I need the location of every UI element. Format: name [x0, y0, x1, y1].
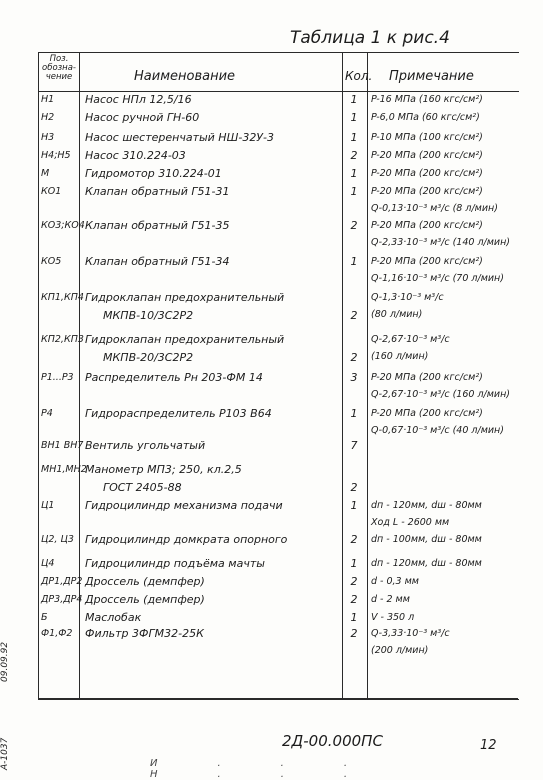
row-note: d - 2 мм	[371, 594, 410, 605]
row-name: Маслобак	[85, 611, 142, 624]
row-name: Гидроцилиндр механизма подачи	[85, 499, 283, 512]
row-note: P-20 МПа (200 кгс/см²)	[371, 220, 483, 231]
row-qty: 2	[350, 627, 358, 640]
row-pos: Н4;Н5	[41, 150, 71, 161]
table-title: Таблица 1 к рис.4	[290, 28, 450, 48]
row-name: Вентиль угольчатый	[85, 439, 206, 452]
row-qty: 7	[350, 439, 358, 452]
row-pos: ВН1 ВН7	[41, 440, 84, 451]
row-qty: 1	[350, 167, 358, 180]
row-qty: 2	[350, 533, 358, 546]
row-qty: 2	[350, 219, 358, 232]
row-note: Q-2,67·10⁻³ м³/с (160 л/мин)	[371, 389, 510, 400]
row-name: Дроссель (демпфер)	[85, 593, 205, 606]
side-date: 09.09.92	[0, 641, 10, 682]
row-pos: М	[41, 168, 50, 179]
row-pos: Ц4	[41, 558, 55, 569]
row-note: Q-0,13·10⁻³ м³/с (8 л/мин)	[371, 203, 498, 214]
row-note: dп - 120мм, dш - 80мм	[371, 500, 482, 511]
row-name: Дроссель (демпфер)	[85, 575, 205, 588]
row-qty: 1	[350, 557, 358, 570]
row-name: Насос шестеренчатый НШ-32У-3	[85, 131, 274, 144]
row-pos: КП1,КП4	[41, 292, 84, 303]
row-qty: 2	[350, 351, 358, 364]
row-pos: МН1,МН2	[41, 464, 87, 475]
row-note: (160 л/мин)	[371, 351, 429, 362]
col-divider	[342, 53, 343, 699]
row-qty: 1	[350, 131, 358, 144]
row-qty: 2	[350, 309, 358, 322]
row-note: P-6,0 МПа (60 кгс/см²)	[371, 112, 480, 123]
header-pos: Поз. обозна- чение	[42, 54, 76, 82]
row-qty: 2	[350, 481, 358, 494]
row-note: dп - 100мм, dш - 80мм	[371, 534, 482, 545]
row-pos: Р4	[41, 408, 53, 419]
row-qty: 1	[350, 111, 358, 124]
row-note: Q-3,33·10⁻³ м³/с	[371, 628, 450, 639]
row-note: dп - 120мм, dш - 80мм	[371, 558, 482, 569]
row-qty: 2	[350, 149, 358, 162]
row-note: P-20 МПа (200 кгс/см²)	[371, 372, 483, 383]
row-name: Клапан обратный Г51-31	[85, 185, 230, 198]
row-pos: Н3	[41, 132, 55, 143]
row-name: Фильтр 3ФГМ32-25К	[85, 627, 204, 640]
row-qty: 1	[350, 407, 358, 420]
row-note: Q-1,16·10⁻³ м³/с (70 л/мин)	[371, 273, 504, 284]
row-note: P-20 МПа (200 кгс/см²)	[371, 186, 483, 197]
row-name: Гидроклапан предохранительный	[85, 333, 285, 346]
row-pos: Б	[41, 612, 48, 623]
row-pos: КП2,КП3	[41, 334, 84, 345]
document-code: 2Д-00.000ПС	[282, 732, 383, 750]
row-pos: ДР1,ДР2	[41, 576, 83, 587]
col-divider	[367, 53, 368, 699]
row-pos: ДР3,ДР4	[41, 594, 83, 605]
spec-table	[38, 52, 519, 700]
row-name-line2: МКПВ-20/3С2Р2	[103, 351, 194, 364]
row-note: P-20 МПа (200 кгс/см²)	[371, 150, 483, 161]
row-note: (80 л/мин)	[371, 309, 423, 320]
row-pos: КО3;КО4	[41, 220, 85, 231]
row-name: Распределитель Рн 203-ФМ 14	[85, 371, 263, 384]
header-divider	[39, 91, 519, 92]
row-name: Гидроцилиндр подъёма мачты	[85, 557, 265, 570]
row-note: P-20 МПа (200 кгс/см²)	[371, 408, 483, 419]
row-name: Гидромотор 310.224-01	[85, 167, 222, 180]
row-qty: 2	[350, 575, 358, 588]
row-name: Клапан обратный Г51-34	[85, 255, 230, 268]
row-name: Клапан обратный Г51-35	[85, 219, 230, 232]
row-pos: Ф1,Ф2	[41, 628, 73, 639]
row-pos: КО5	[41, 256, 62, 267]
row-pos: Н1	[41, 94, 55, 105]
row-name: Гидроклапан предохранительный	[85, 291, 285, 304]
row-name-line2: ГОСТ 2405-88	[103, 481, 182, 494]
row-qty: 2	[350, 593, 358, 606]
header-qty: Кол.	[345, 69, 373, 83]
row-note: P-16 МПа (160 кгс/см²)	[371, 94, 483, 105]
row-note: (200 л/мин)	[371, 645, 429, 656]
row-qty: 1	[350, 185, 358, 198]
row-note: P-20 МПа (200 кгс/см²)	[371, 256, 483, 267]
row-pos: Н2	[41, 112, 55, 123]
row-note: Q-2,33·10⁻³ м³/с (140 л/мин)	[371, 237, 510, 248]
header-name: Наименование	[134, 69, 236, 84]
row-pos: КО1	[41, 186, 62, 197]
row-qty: 1	[350, 255, 358, 268]
row-note: Ход L - 2600 мм	[371, 517, 450, 528]
row-name-line2: МКПВ-10/3С2Р2	[103, 309, 194, 322]
row-note: P-20 МПа (200 кгс/см²)	[371, 168, 483, 179]
row-pos: Ц1	[41, 500, 55, 511]
row-name: Гидрораспределитель Р103 В64	[85, 407, 272, 420]
row-note: Q-2,67·10⁻³ м³/с	[371, 334, 450, 345]
row-note: Q-1,3·10⁻³ м³/с	[371, 292, 444, 303]
row-pos: Р1...Р3	[41, 372, 74, 383]
row-name: Насос 310.224-03	[85, 149, 186, 162]
row-qty: 1	[350, 499, 358, 512]
row-note: Q-0,67·10⁻³ м³/с (40 л/мин)	[371, 425, 504, 436]
side-number: А-1037	[0, 737, 10, 770]
row-name: Манометр МП3; 250, кл.2,5	[85, 463, 242, 476]
row-name: Насос НПл 12,5/16	[85, 93, 192, 106]
row-pos: Ц2, Ц3	[41, 534, 74, 545]
row-note: P-10 МПа (100 кгс/см²)	[371, 132, 483, 143]
bottom-fragment: И... Н...	[150, 758, 408, 780]
row-note: d - 0,3 мм	[371, 576, 419, 587]
row-note: V - 350 л	[371, 612, 415, 623]
row-qty: 3	[350, 371, 358, 384]
row-name: Гидроцилиндр домкрата опорного	[85, 533, 288, 546]
header-note: Примечание	[389, 69, 474, 84]
frame-bottom-line	[38, 698, 518, 699]
row-qty: 1	[350, 93, 358, 106]
page-number: 12	[480, 738, 497, 753]
row-qty: 1	[350, 611, 358, 624]
row-name: Насос ручной ГН-60	[85, 111, 200, 124]
